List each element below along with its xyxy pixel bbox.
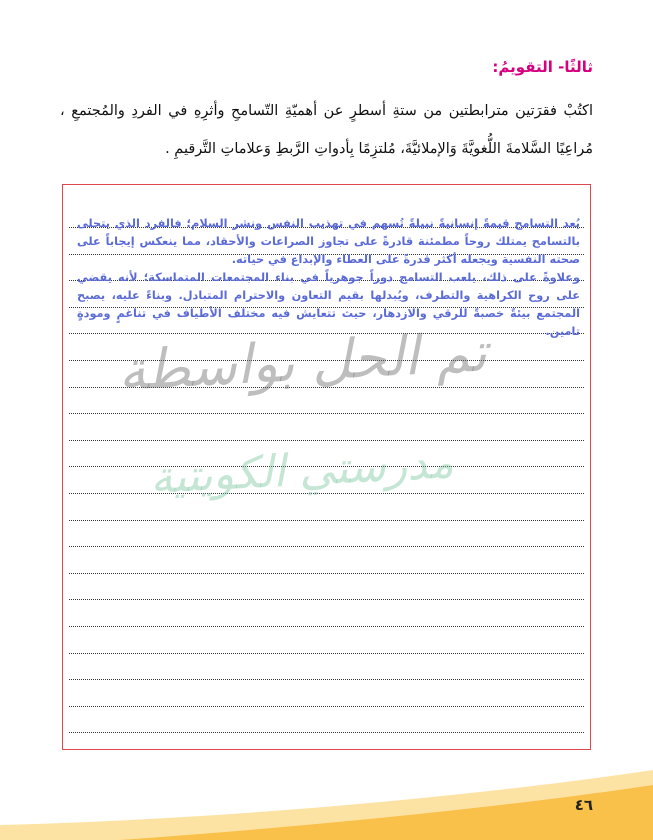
answer-text	[77, 215, 580, 341]
watermark-line-1: تم الحل بواسطة	[116, 320, 489, 403]
writing-line	[69, 466, 584, 467]
answer-paragraph-1: يُعد التسامح قيمةً إنسانيةً نبيلةً تُسهم في تهذيب النفس ونشر السلام؛ فالفرد الذي يتحلى بالتسامح يمتلك روحاً مطمئنة قادرةً على تجاوز الصراعات والأحقاد، مما ينعكس إيجاباً على صحته النفسية ويجعله أكثر قدرةً على العطاء والإبداع في حياته.	[77, 217, 580, 266]
writing-line	[69, 387, 584, 388]
writing-line	[69, 653, 584, 654]
writing-line	[69, 599, 584, 600]
watermark-line-2: مدرستي الكويتية	[148, 437, 455, 504]
writing-line	[69, 679, 584, 680]
writing-line	[69, 573, 584, 574]
writing-line	[69, 546, 584, 547]
writing-line	[69, 706, 584, 707]
writing-line	[69, 493, 584, 494]
footer-wave-band	[0, 730, 653, 840]
writing-line	[69, 360, 584, 361]
writing-line	[69, 520, 584, 521]
page-number: ٤٦	[574, 796, 593, 814]
writing-line	[69, 626, 584, 627]
answer-box	[62, 184, 591, 750]
section-heading: ثالثًا- التقويمُ:	[492, 58, 593, 76]
answer-paragraph-2: وعلاوةً على ذلك، يلعب التسامح دوراً جوهرياً في بناء المجتمعات المتماسكة؛ لأنه يقضي على روح الكراهية والتطرف، ويُبدلها بقيم التعاون والاحترام المتبادل. وبناءً عليه، يصبح المجتمع بيئةً خصبةً للرقي والازدهار، حيث تتعايش فيه مختلف الأطياف في تناغمٍ ومودةٍ تامين.	[77, 271, 580, 338]
writing-line	[69, 440, 584, 441]
instructions-text: اكتُبْ فقرَتين مترابطتين من ستةِ أسطرٍ عن أهميّةِ التّسامحِ وأثرِهِ في الفردِ والمُجتمعِ ، مُراعِيًا السَّلامةَ اللُّغويَّةَ وَالإملائيَّةَ، مُلتزِمًا بِأدواتِ الرَّبطِ وَعلاماتِ التَّرقيمِ .	[60, 103, 593, 157]
writing-line	[69, 413, 584, 414]
